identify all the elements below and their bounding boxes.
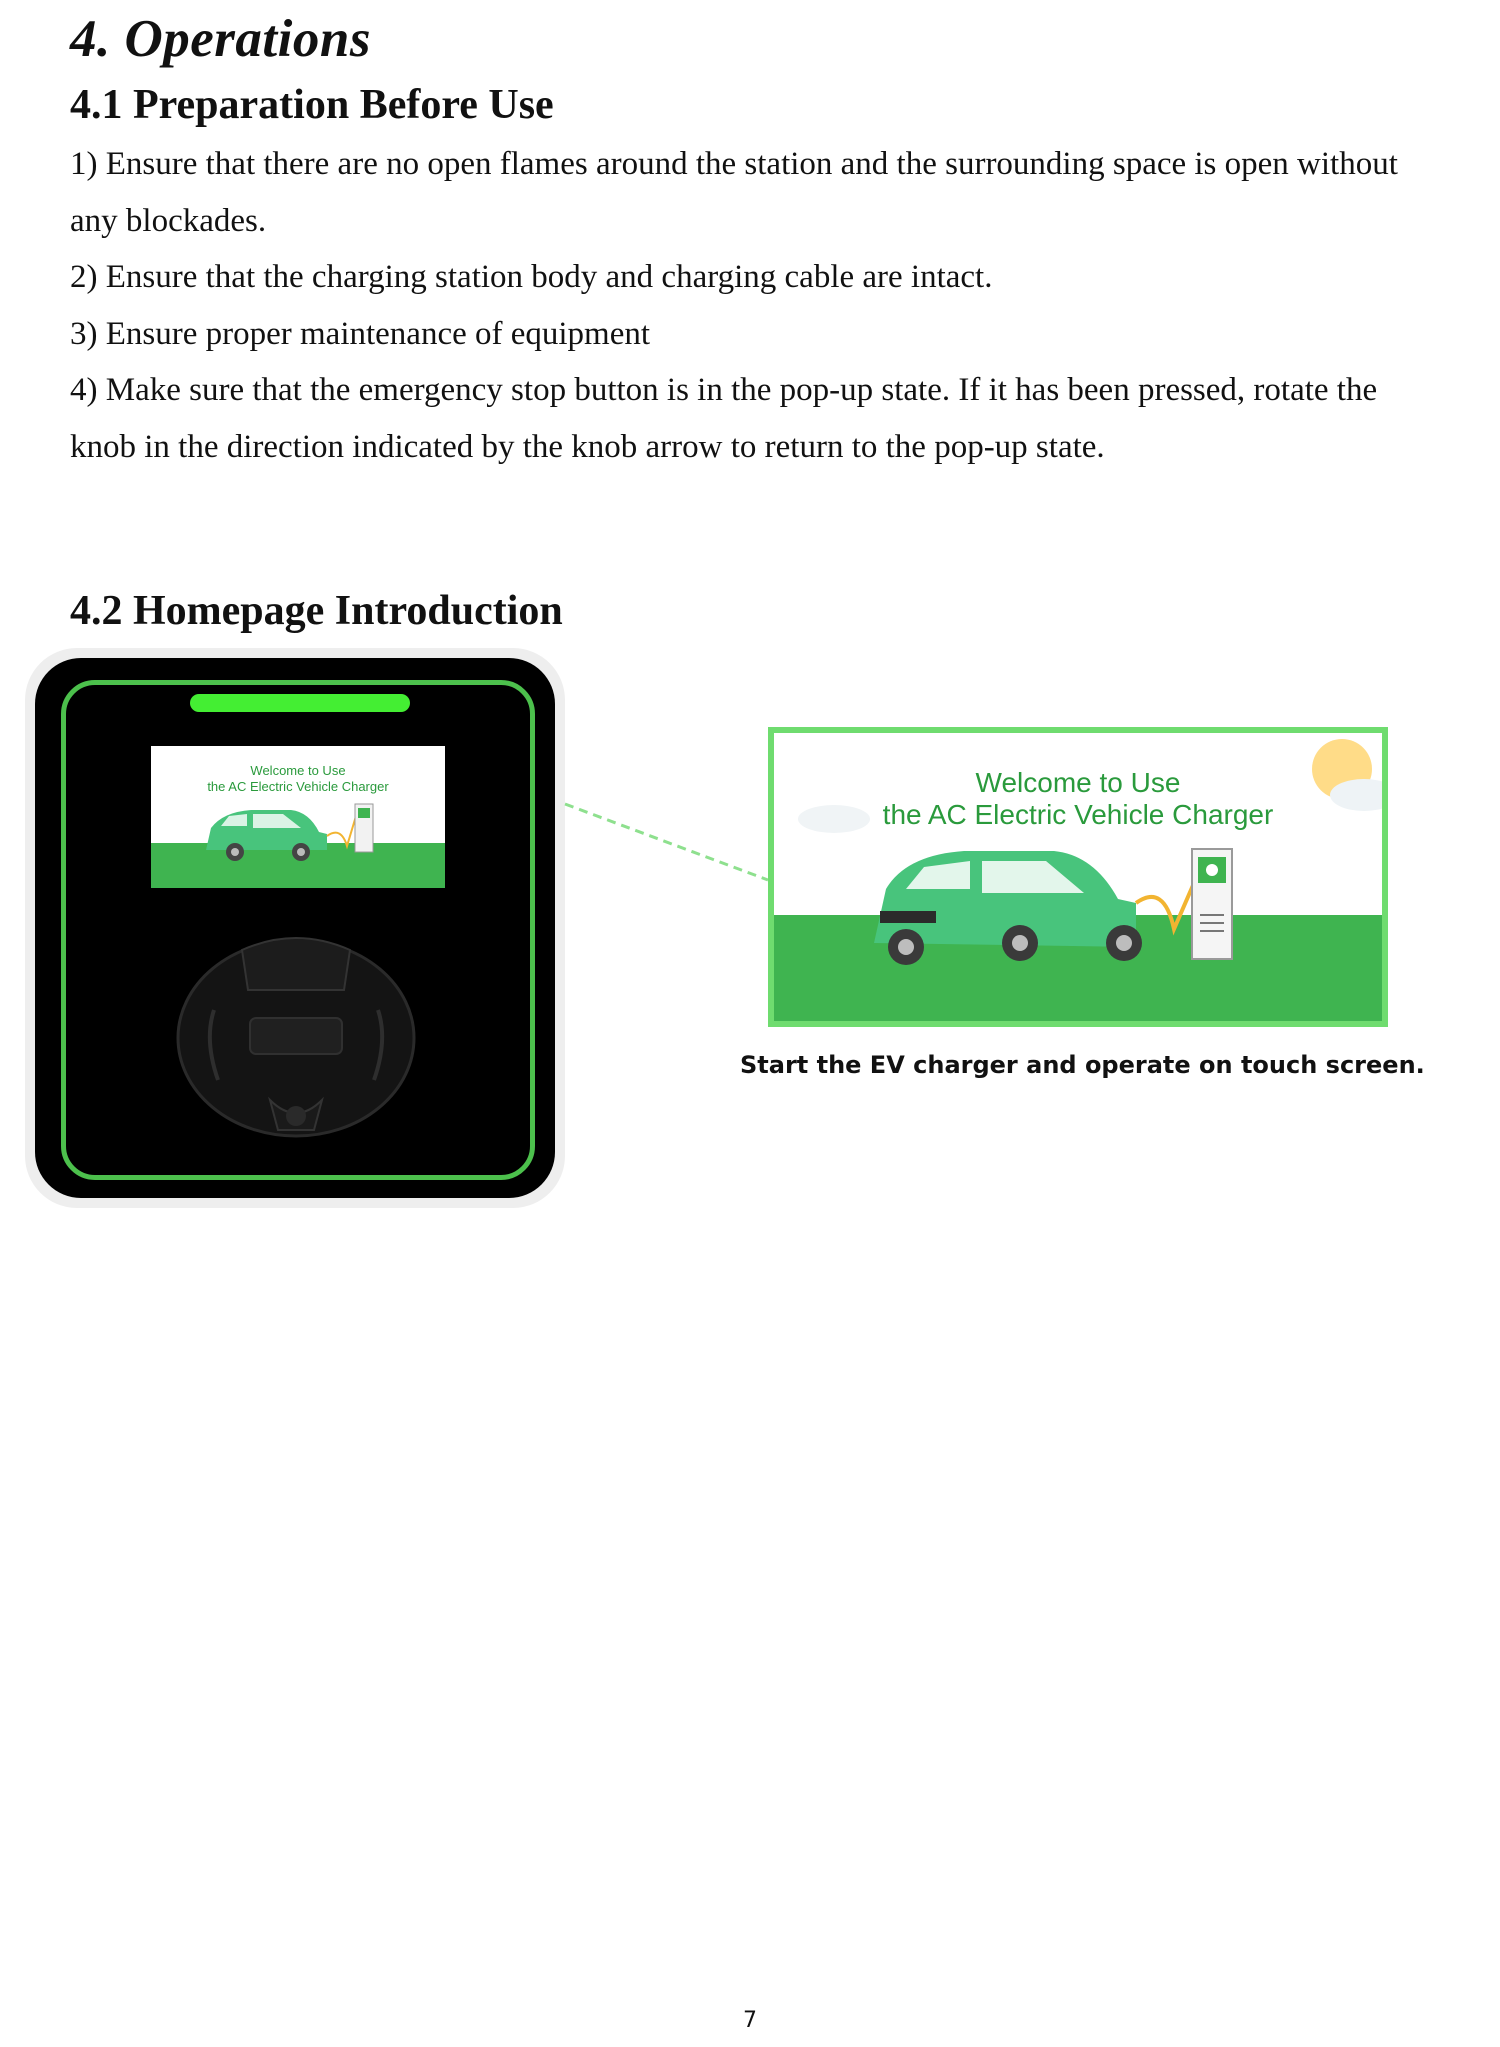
prep-item-3: 3) Ensure proper maintenance of equipment (70, 316, 651, 352)
page-number: 7 (743, 2008, 757, 2033)
zoomed-screen-line-2: the AC Electric Vehicle Charger (882, 799, 1274, 830)
prep-item-1: 1) Ensure that there are no open flames around the station and the surrounding space is open without any blockades. (70, 146, 1398, 239)
device-touch-screen (151, 746, 445, 888)
subsection-heading-preparation: 4.1 Preparation Before Use (70, 82, 554, 128)
figure-caption: Start the EV charger and operate on touch screen. (740, 1051, 1425, 1079)
status-led-bar (190, 694, 410, 712)
charging-socket-icon (174, 930, 418, 1140)
prep-item-2: 2) Ensure that the charging station body and charging cable are intact. (70, 259, 993, 295)
callout-connector-line (563, 800, 773, 890)
zoomed-screen-line-1: Welcome to Use (975, 767, 1181, 798)
zoomed-touch-screen (768, 727, 1388, 1027)
section-title: 4. Operations (70, 10, 371, 68)
prep-item-4: 4) Make sure that the emergency stop button is in the pop-up state. If it has been pressed, rotate the knob in the direction indicated by the knob arrow to return to the pop-up state. (70, 372, 1378, 465)
subsection-heading-homepage: 4.2 Homepage Introduction (70, 588, 563, 634)
device-screen-line-2: the AC Electric Vehicle Charger (207, 779, 389, 794)
device-screen-line-1: Welcome to Use (250, 763, 346, 778)
